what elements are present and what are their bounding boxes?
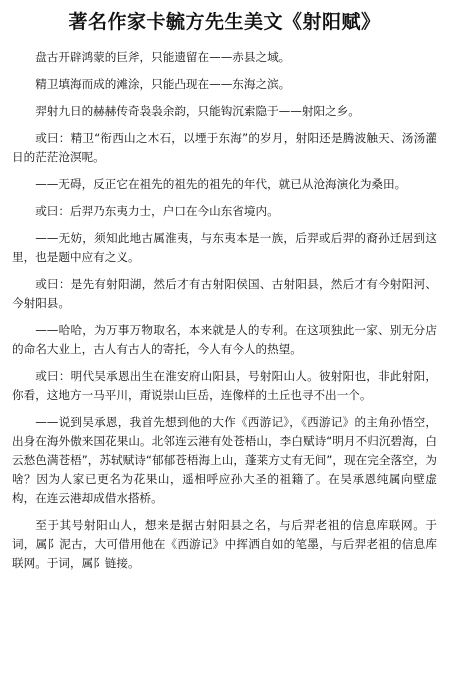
paragraph: 或曰：精卫“衔西山之木石，以堙于东海”的岁月，射阳还是腾波触天、汤汤灌日的茫茫沧溟呢。 <box>12 131 437 164</box>
paragraph: 至于其号射阳山人，想来是据古射阳县之名，与后羿老祖的信息库联网。于词，属阝泥古，大可借用他在《西游记》中挥洒自如的笔墨，与后羿老祖的信息库联网。于词，属阝链接。 <box>12 518 437 570</box>
page-bottom-fade <box>0 672 449 687</box>
document-title: 著名作家卡毓方先生美文《射阳赋》 <box>68 11 381 33</box>
paragraph: ——无碍，反正它在祖先的祖先的祖先的年代，就已从沧海演化为桑田。 <box>35 177 407 191</box>
paragraph: 或曰：是先有射阳湖，然后才有古射阳侯国、古射阳县，然后才有今射阳河、今射阳县。 <box>12 277 437 310</box>
paragraph: 或曰：明代吴承恩出生在淮安府山阳县，号射阳山人。彼射阳也，非此射阳，你看，这地方一马平川，甭说崇山巨岳，连像样的土丘也寻不出一个。 <box>12 369 437 402</box>
paragraph: 精卫填海而成的滩涂，只能凸现在——东海之滨。 <box>35 77 291 91</box>
paragraph: ——哈哈，为万事万物取名，本来就是人的专利。在这项独此一家、别无分店的命名大业上，古人有古人的寄托，今人有今人的热望。 <box>12 323 437 356</box>
paragraph: ——无妨，须知此地古属淮夷，与东夷本是一族，后羿或后羿的裔孙迁居到这里，也是题中应有之义。 <box>12 231 437 264</box>
paragraph: ——说到吴承恩，我首先想到他的大作《西游记》，《西游记》的主角孙悟空，出身在海外傲来国花果山。北邻连云港有处苍梧山，李白赋诗“明月不归沉碧海，白云愁色满苍梧”，苏轼赋诗“郁郁苍梧海上山，蓬莱方丈有无间”，现在完全落空，为啥？因为人家已更名为花果山，遥相呼应孙大圣的祖籍了。在吴承恩纯属向壁虚构，在连云港却成借水搭桥。 <box>12 415 437 505</box>
paragraph: 或曰：后羿乃东夷力士，户口在今山东省境内。 <box>35 204 279 218</box>
paragraph: 羿射九日的赫赫传奇袅袅余韵，只能钩沉索隐于——射阳之乡。 <box>35 104 360 118</box>
paragraph: 盘古开辟鸿蒙的巨斧，只能遗留在——赤县之域。 <box>35 50 291 64</box>
